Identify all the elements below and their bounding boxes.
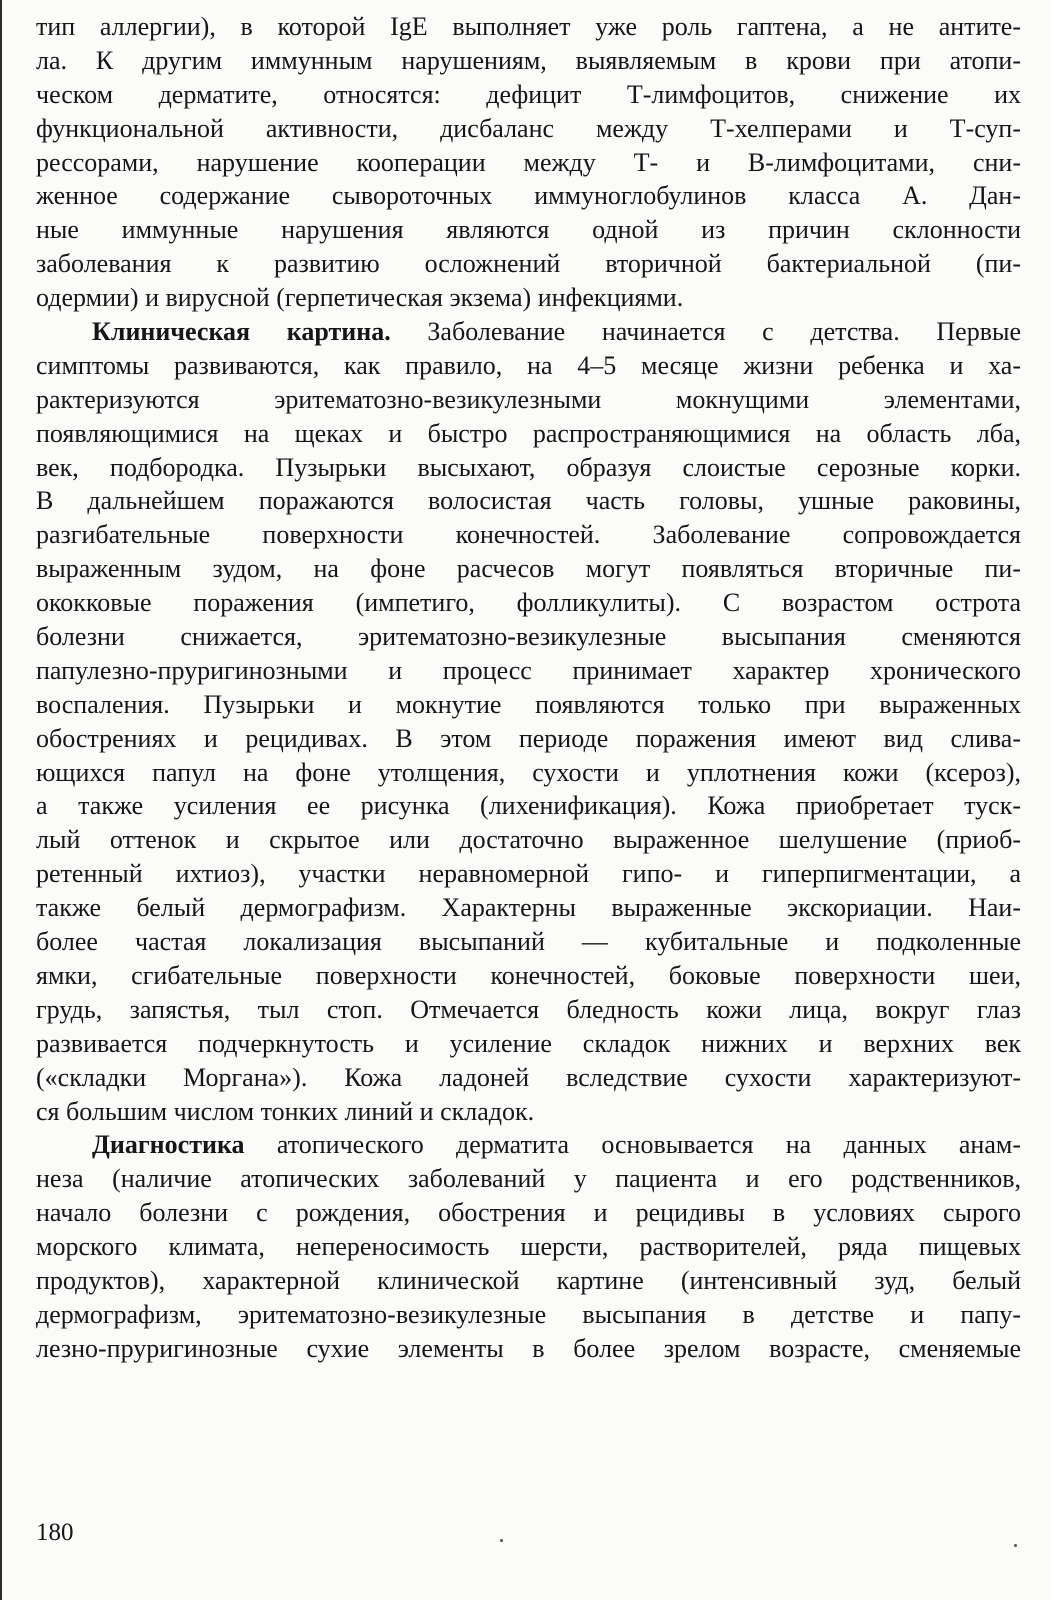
text-line: В дальнейшем поражаются волосистая часть головы, ушные раковины, [36,486,1021,516]
text-line: более частая локализация высыпаний — кубитальные и подколенные [36,927,1021,957]
text-line: грудь, запястья, тыл стоп. Отмечается бледность кожи лица, вокруг глаз [36,994,1021,1024]
text-line: ококковые поражения (импетиго, фолликулиты). С возрастом острота [36,588,1021,618]
text-line: ла. К другим иммунным нарушениям, выявляемым в крови при атопи- [36,45,1021,75]
text-run: Заболевание начинается с детства. Первые [390,317,1021,347]
text-line: развивается подчеркнутость и усиление складок нижних и верхних век [36,1028,1021,1058]
text-line: дермографизм, эритематозно-везикулезные высыпания в детстве и папу- [36,1299,1021,1329]
text-line: неза (наличие атопических заболеваний у пациента и его родственников, [36,1164,1021,1194]
text-line: век, подбородка. Пузырьки высыхают, образуя слоистые серозные корки. [36,452,1021,482]
text-line: лезно-пруригинозные сухие элементы в более зрелом возрасте, сменяемые [36,1333,1021,1363]
scan-speck [1014,1544,1017,1547]
text-line: появляющимися на щеках и быстро распространяющимися на область лба, [36,418,1021,448]
text-line: болезни снижается, эритематозно-везикулезные высыпания сменяются [36,622,1021,652]
section-heading-diagnostics: Диагностика [92,1130,245,1160]
text-line: морского климата, непереносимость шерсти, растворителей, ряда пищевых [36,1232,1021,1262]
text-line: также белый дермографизм. Характерны выраженные экскориации. Наи- [36,893,1021,923]
text-line: одермии) и вирусной (герпетическая экзема) инфекциями. [36,283,684,313]
text-line: функциональной активности, дисбаланс между Т-хелперами и Т-суп- [36,113,1021,143]
paragraph-diagnostics [36,1128,1021,1365]
scan-speck [500,1539,503,1542]
text-line: женное содержание сывороточных иммуноглобулинов класса А. Дан- [36,181,1021,211]
text-line: выраженным зудом, на фоне расчесов могут появляться вторичные пи- [36,554,1021,584]
text-line: ся большим числом тонких линий и складок. [36,1096,535,1126]
text-line: заболевания к развитию осложнений вторичной бактериальной (пи- [36,249,1021,279]
text-line: обострениях и рецидивах. В этом периоде поражения имеют вид слива- [36,723,1021,753]
text-line: лый оттенок и скрытое или достаточно выраженное шелушение (приоб- [36,825,1021,855]
page-number: 180 [36,1519,74,1546]
text-line: рессорами, нарушение кооперации между Т- и В-лимфоцитами, сни- [36,147,1021,177]
paragraph-immune-disorders [36,10,1021,315]
text-line: («складки Моргана»). Кожа ладоней вследствие сухости характеризуют- [36,1062,1021,1092]
text-line: ные иммунные нарушения являются одной из причин склонности [36,215,1021,245]
text-line: папулезно-пруригинозными и процесс принимает характер хронического [36,655,1021,685]
text-line: ческом дерматите, относятся: дефицит Т-лимфоцитов, снижение их [36,79,1021,109]
text-line: продуктов), характерной клинической картине (интенсивный зуд, белый [36,1265,1021,1295]
text-line: ямки, сгибательные поверхности конечностей, боковые поверхности шеи, [36,960,1021,990]
text-line: симптомы развиваются, как правило, на 4–5 месяце жизни ребенка и ха- [36,350,1021,380]
text-line: рактеризуются эритематозно-везикулезными мокнущими элементами, [36,384,1021,414]
text-line [36,315,1021,349]
text-line: ющихся папул на фоне утолщения, сухости и уплотнения кожи (ксероз), [36,757,1021,787]
section-heading-clinical-picture: Клиническая картина. [92,317,391,347]
text-line: воспаления. Пузырьки и мокнутие появляются только при выраженных [36,689,1021,719]
text-line: ретенный ихтиоз), участки неравномерной гипо- и гиперпигментации, а [36,859,1021,889]
text-line [36,1128,1021,1162]
paragraph-clinical-picture [36,315,1021,1128]
text-line: начало болезни с рождения, обострения и рецидивы в условиях сырого [36,1198,1021,1228]
body-text [36,10,1021,1366]
text-line: разгибательные поверхности конечностей. Заболевание сопровождается [36,520,1021,550]
text-line: тип аллергии), в которой IgE выполняет уже роль гаптена, а не антите- [36,12,1021,41]
text-line: а также усиления ее рисунка (лихенификация). Кожа приобретает туск- [36,791,1021,821]
text-run: атопического дерматита основывается на данных анам- [244,1130,1021,1160]
